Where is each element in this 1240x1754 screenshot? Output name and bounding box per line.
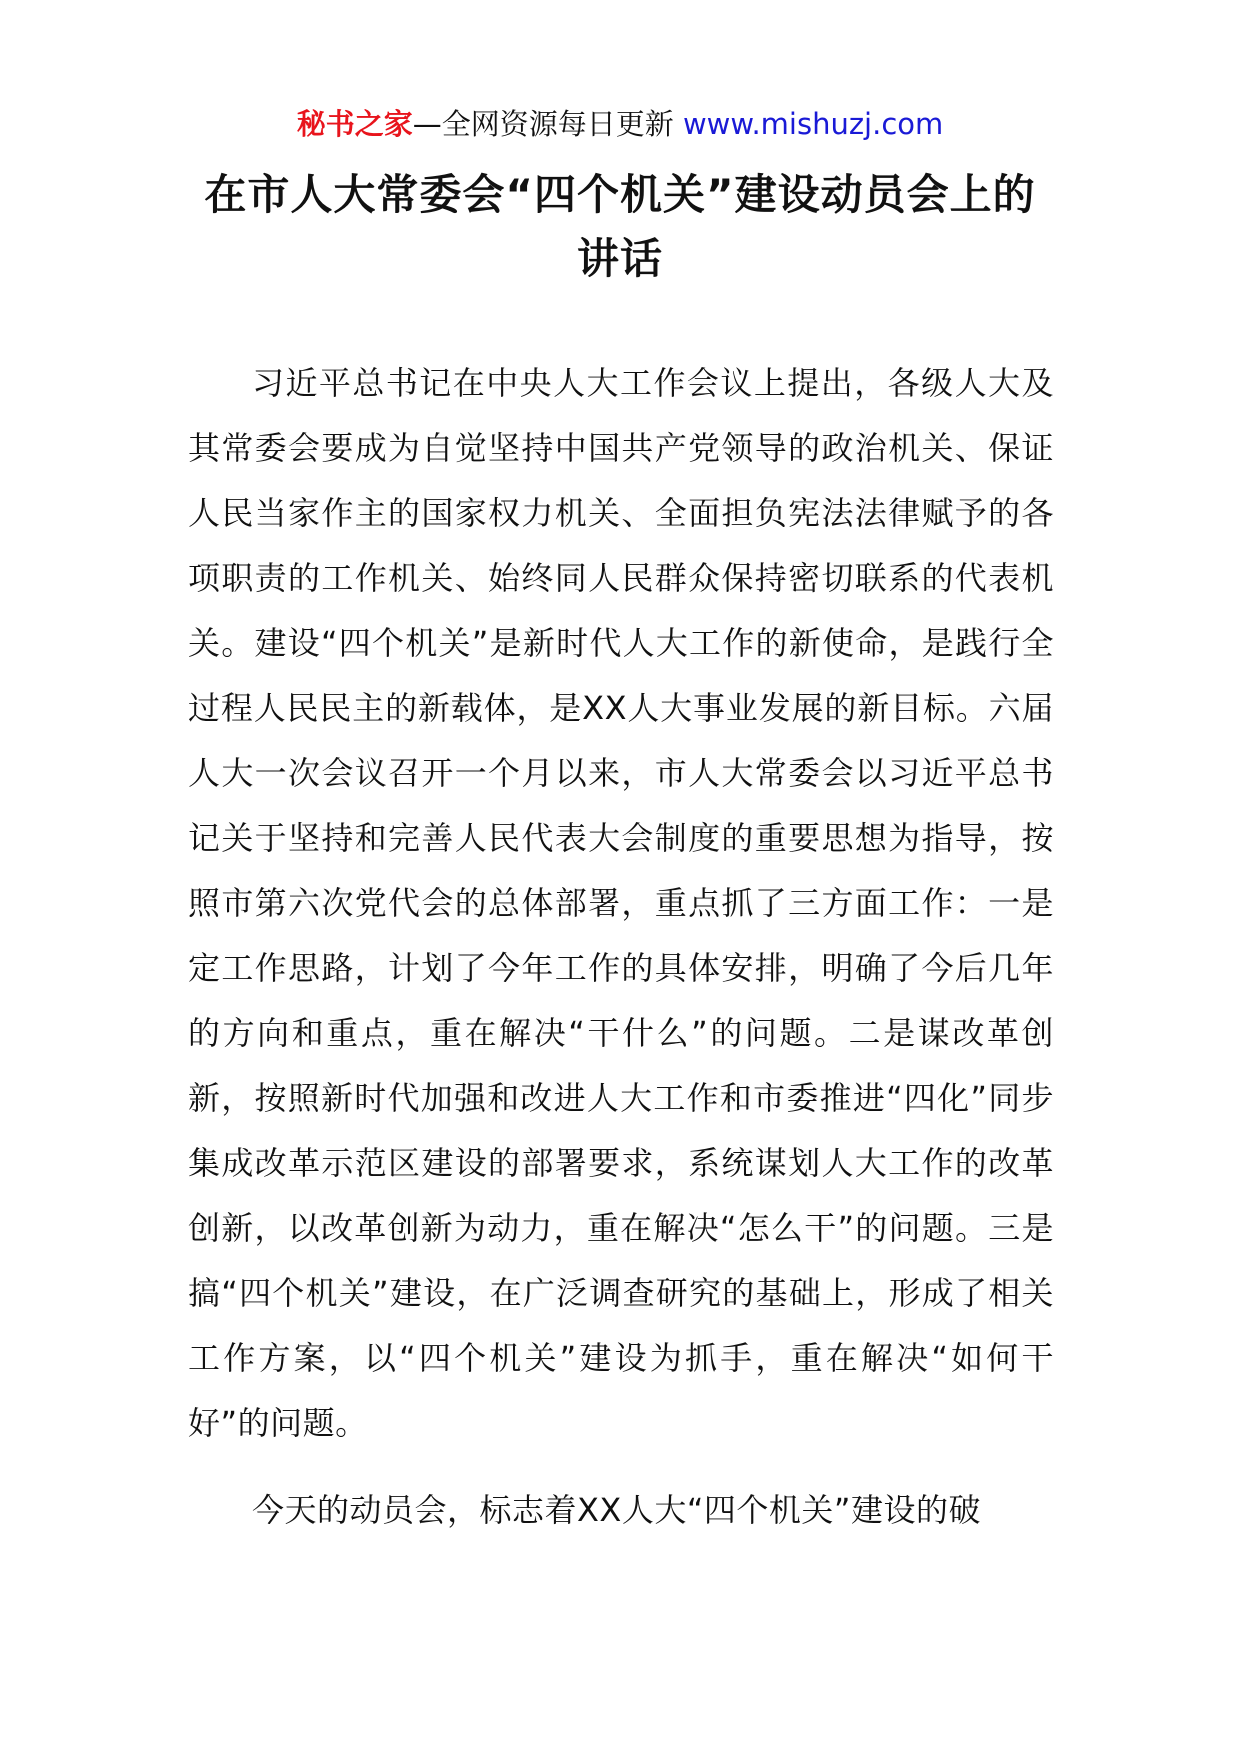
document-title: 在市人大常委会“四个机关”建设动员会上的讲话 bbox=[204, 170, 1036, 283]
paragraph-1: 习近平总书记在中央人大工作会议上提出，各级人大及其常委会要成为自觉坚持中国共产党领导的政治机关、保证人民当家作主的国家权力机关、全面担负宪法法律赋予的各项职责的工作机关、始终同人民群众保持密切联系的代表机关。建设“四个机关”是新时代人大工作的新使命，是践行全过程人民民主的新载体，是XX人大事业发展的新目标。六届人大一次会议召开一个月以来，市人大常委会以习近平总书记关于坚持和完善人民代表大会制度的重要思想为指导，按照市第六次党代会的总体部署，重点抓了三方面工作：一是定工作思路，计划了今年工作的具体安排，明确了今后几年的方向和重点，重在解决“干什么”的问题。二是谋改革创新，按照新时代加强和改进人大工作和市委推进“四化”同步集成改革示范区建设的部署要求，系统谋划人大工作的改革创新，以改革创新为动力，重在解决“怎么干”的问题。三是搞“四个机关”建设，在广泛调查研究的基础上，形成了相关工作方案，以“四个机关”建设为抓手，重在解决“如何干好”的问题。 bbox=[188, 364, 1054, 1442]
site-header bbox=[0, 104, 1240, 144]
document-body bbox=[188, 351, 1054, 1565]
brand-name: 秘书之家 bbox=[296, 107, 413, 141]
site-url[interactable]: www.mishuzj.com bbox=[682, 107, 944, 141]
site-slogan: —全网资源每日更新 bbox=[412, 107, 674, 141]
paragraph-2: 今天的动员会，标志着XX人大“四个机关”建设的破 bbox=[252, 1491, 982, 1529]
